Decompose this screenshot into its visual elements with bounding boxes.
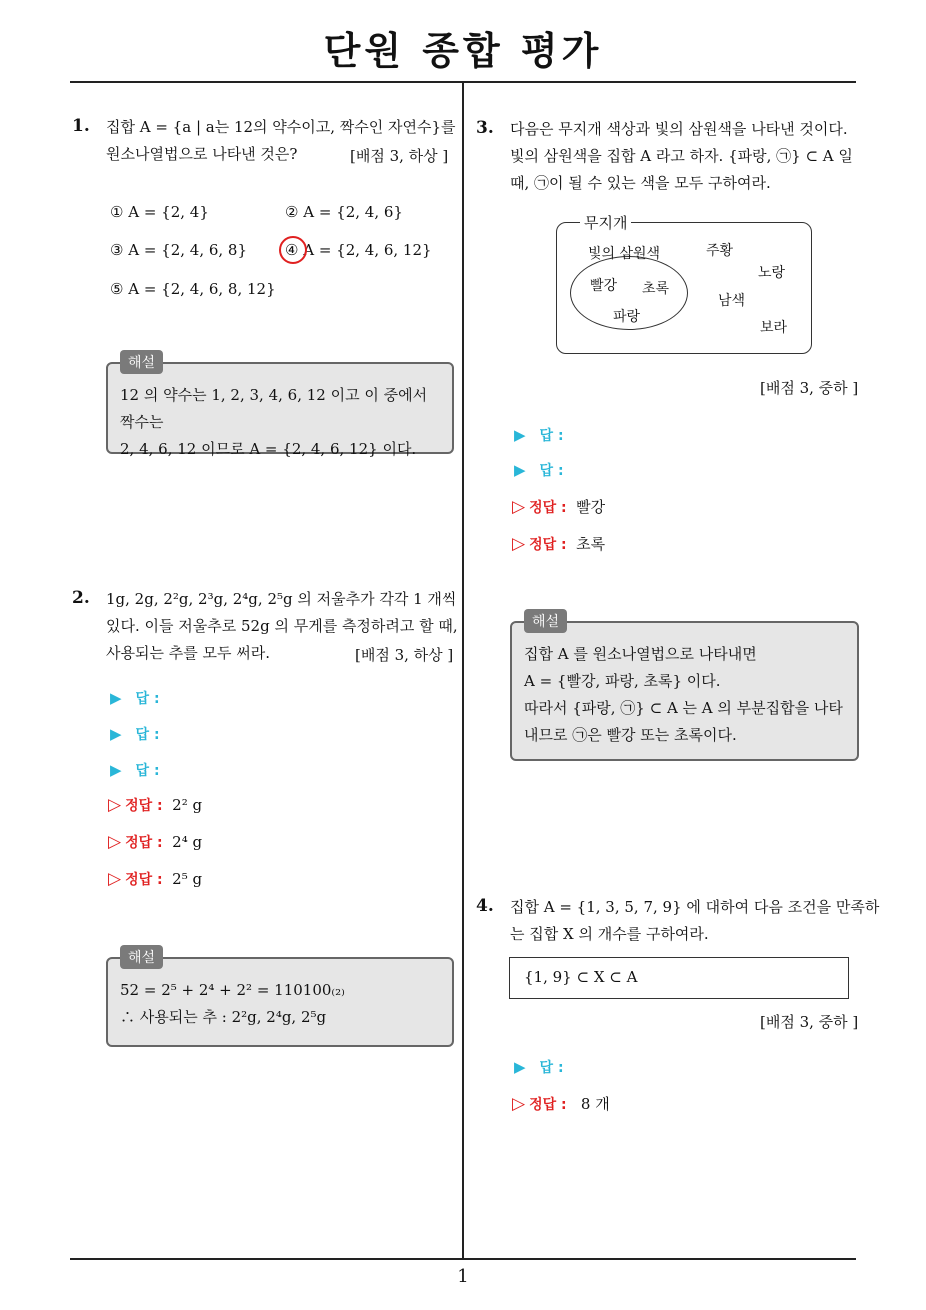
question-text-line: 다음은 무지개 색상과 빛의 삼원색을 나타낸 것이다.	[510, 120, 848, 138]
triangle-icon: ▶	[514, 426, 526, 444]
correct-answer	[108, 832, 202, 852]
question-text-line: 사용되는 추를 모두 써라.	[106, 644, 270, 662]
solution-text	[524, 641, 847, 749]
correct-answer	[108, 869, 202, 889]
correct-label: 정답 :	[529, 1097, 567, 1113]
answer-label: 답 :	[539, 463, 564, 479]
question-text-line: 집합 A = {a | a는 12의 약수이고, 짝수인 자연수}를	[106, 118, 456, 136]
score-meta: [배점 3, 중하 ]	[760, 379, 859, 397]
answer-blank[interactable]	[110, 688, 160, 708]
solution-text	[120, 977, 442, 1031]
score-meta: [배점 3, 하상 ]	[355, 646, 454, 664]
answer-label: 답 :	[539, 1060, 564, 1076]
page-title: 단원 종합 평가	[323, 29, 603, 73]
venn-item: 주황	[706, 243, 734, 259]
correct-value: 2⁵ g	[172, 870, 203, 888]
question-number: 1.	[72, 116, 90, 136]
option-5[interactable]: ⑤ A = {2, 4, 6, 8, 12}	[110, 280, 276, 298]
question-text-line: 는 집합 X 의 개수를 구하여라.	[510, 925, 709, 943]
question-number: 4.	[476, 896, 494, 916]
correct-value: 2⁴ g	[172, 833, 203, 851]
question-text-line: 집합 A = {1, 3, 5, 7, 9} 에 대하여 다음 조건을 만족하	[510, 898, 880, 916]
venn-inner-label: 빛의 삼원색	[588, 246, 661, 262]
option-4[interactable]: ④ A = {2, 4, 6, 12}	[285, 241, 432, 259]
venn-outer-label: 무지개	[580, 212, 631, 233]
bottom-rule	[70, 1258, 856, 1260]
correct-answer	[108, 795, 202, 815]
option-2[interactable]: ② A = {2, 4, 6}	[285, 203, 403, 221]
solution-line: 내므로 ㉠은 빨강 또는 초록이다.	[524, 726, 737, 744]
column-divider	[462, 83, 464, 1260]
option-1[interactable]: ① A = {2, 4}	[110, 203, 209, 221]
venn-item: 노랑	[758, 265, 786, 281]
question-text-line: 때, ㉠이 될 수 있는 색을 모두 구하여라.	[510, 174, 771, 192]
solution-box	[106, 950, 454, 1047]
venn-item: 보라	[760, 320, 788, 336]
solution-line: 52 = 2⁵ + 2⁴ + 2² = 110100₍₂₎	[120, 981, 345, 999]
correct-answer	[512, 496, 605, 517]
answer-blank[interactable]	[514, 1057, 564, 1077]
condition-box	[509, 957, 849, 999]
solution-line: ∴ 사용되는 추 : 2²g, 2⁴g, 2⁵g	[120, 1008, 327, 1026]
question-text-line: 빛의 삼원색을 집합 A 라고 하자. {파랑, ㉠} ⊂ A 일	[510, 147, 853, 165]
correct-label: 정답 :	[529, 500, 567, 516]
correct-value: 빨강	[576, 498, 606, 516]
score-meta: [배점 3, 중하 ]	[760, 1013, 859, 1031]
solution-tag: 해설	[524, 609, 567, 633]
correct-value: 초록	[576, 535, 606, 553]
answer-label: 답 :	[135, 763, 160, 779]
solution-line: 집합 A 를 원소나열법으로 나타내면	[524, 645, 757, 663]
question-text-line: 있다. 이들 저울추로 52g 의 무게를 측정하려고 할 때,	[106, 617, 458, 635]
condition-text: {1, 9} ⊂ X ⊂ A	[524, 968, 638, 986]
solution-box	[106, 355, 454, 458]
correct-label: 정답 :	[125, 835, 163, 851]
correct-value: 8 개	[580, 1095, 610, 1113]
venn-item: 초록	[642, 281, 670, 297]
solution-line: A = {빨강, 파랑, 초록} 이다.	[524, 672, 721, 690]
correct-value: 2² g	[172, 796, 203, 814]
triangle-icon: ▶	[110, 689, 122, 707]
answer-blank[interactable]	[514, 460, 564, 480]
outline-triangle-icon: ▷	[108, 832, 122, 852]
outline-triangle-icon: ▷	[512, 497, 526, 517]
triangle-icon: ▶	[110, 725, 122, 743]
answer-label: 답 :	[135, 727, 160, 743]
page-number: 1	[457, 1266, 469, 1287]
solution-text	[120, 382, 442, 463]
triangle-icon: ▶	[514, 1058, 526, 1076]
score-meta: [배점 3, 하상 ]	[350, 147, 449, 165]
triangle-icon: ▶	[514, 461, 526, 479]
answer-blank[interactable]	[514, 425, 564, 445]
solution-tag: 해설	[120, 350, 163, 374]
solution-tag: 해설	[120, 945, 163, 969]
correct-label: 정답 :	[125, 872, 163, 888]
correct-label: 정답 :	[529, 537, 567, 553]
question-number: 3.	[476, 118, 494, 138]
answer-blank[interactable]	[110, 760, 160, 780]
outline-triangle-icon: ▷	[512, 534, 526, 554]
venn-item: 남색	[718, 293, 746, 309]
correct-label: 정답 :	[125, 798, 163, 814]
triangle-icon: ▶	[110, 761, 122, 779]
venn-item: 파랑	[613, 309, 641, 325]
correct-answer	[512, 533, 605, 554]
question-text-line: 원소나열법으로 나타낸 것은?	[106, 145, 298, 163]
solution-box	[510, 614, 859, 761]
question-text-line: 1g, 2g, 2²g, 2³g, 2⁴g, 2⁵g 의 저울추가 각각 1 개씩	[106, 590, 457, 608]
correct-answer	[512, 1093, 610, 1114]
answer-label: 답 :	[539, 428, 564, 444]
solution-line: 2, 4, 6, 12 이므로 A = {2, 4, 6, 12} 이다.	[120, 440, 417, 458]
venn-item: 빨강	[590, 278, 618, 294]
solution-line: 따라서 {파랑, ㉠} ⊂ A 는 A 의 부분집합을 나타	[524, 699, 843, 717]
answer-blank[interactable]	[110, 724, 160, 744]
outline-triangle-icon: ▷	[108, 869, 122, 889]
outline-triangle-icon: ▷	[108, 795, 122, 815]
answer-label: 답 :	[135, 691, 160, 707]
selected-answer-circle	[279, 236, 307, 264]
question-number: 2.	[72, 588, 90, 608]
outline-triangle-icon: ▷	[512, 1094, 526, 1114]
solution-line: 12 의 약수는 1, 2, 3, 4, 6, 12 이고 이 중에서 짝수는	[120, 386, 428, 431]
option-3[interactable]: ③ A = {2, 4, 6, 8}	[110, 241, 248, 259]
